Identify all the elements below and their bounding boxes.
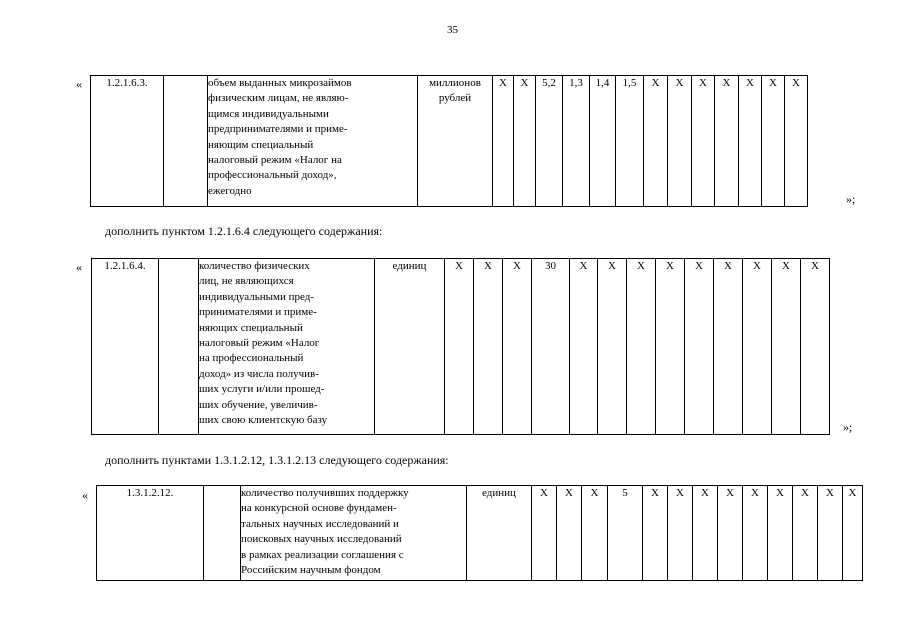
value-cell: Х [503,259,532,435]
text-line: физическим лицам, не являю- [208,92,349,105]
text-line: количество получивших поддержку [241,487,409,499]
text-line: профессиональный доход», [208,169,337,182]
value-cell: 1,5 [616,76,644,207]
text-line: лиц, не являющихся [199,275,294,288]
value-cell: Х [768,486,793,581]
value-cell: Х [685,259,714,435]
value-cell: Х [668,486,693,581]
value-cell: Х [557,486,582,581]
open-quote: « [82,488,88,502]
value-cell: Х [643,486,668,581]
text-line: ших обучение, увеличив- [199,398,318,411]
text-line: доход» из числа получив- [199,367,319,380]
unit-cell: единиц [375,259,445,435]
table-row-1-3-1-2-12 [96,485,863,581]
value-cell: Х [532,486,557,581]
value-cell: Х [656,259,685,435]
text-line: в рамках реализации соглашения с [241,548,404,561]
value-cell: Х [793,486,818,581]
indicator-text [208,76,418,207]
value-cell: Х [598,259,627,435]
value-cell: Х [762,76,785,207]
value-cell: Х [818,486,843,581]
text-line: ших услуги и/или прошед- [199,383,325,396]
value-cell: Х [474,259,503,435]
value-cell: 30 [532,259,570,435]
row-number: 1.2.1.6.4. [92,259,159,435]
value-cell: 1,3 [563,76,590,207]
value-cell: Х [570,259,598,435]
row-number: 1.3.1.2.12. [97,486,204,581]
text-line: ежегодно [208,184,252,197]
close-quote: »; [846,192,856,206]
text-line: поисковых научных исследований [241,533,402,546]
value-cell: Х [801,259,830,435]
value-cell: 5 [608,486,643,581]
indicator-text [241,486,467,581]
value-cell: Х [714,259,743,435]
empty-cell [204,486,241,581]
text-line: ших свою клиентскую базу [199,414,328,427]
text-line: Российским научным фондом [241,564,381,577]
value-cell: Х [514,76,536,207]
value-cell: Х [493,76,514,207]
table-row-1-2-1-6-4 [91,258,830,435]
unit-cell [418,76,493,207]
text-line: индивидуальными пред- [199,290,315,303]
value-cell: Х [785,76,808,207]
paragraph-text: дополнить пунктом 1.2.1.6.4 следующего содержания: [105,224,383,238]
value-cell: Х [843,486,863,581]
value-cell: Х [739,76,762,207]
value-cell: Х [627,259,656,435]
value-cell: 5,2 [536,76,563,207]
text-line: налоговый режим «Налог на [208,154,342,167]
row-number: 1.2.1.6.3. [91,76,164,207]
unit-line: рублей [438,92,472,105]
unit-cell: единиц [467,486,532,581]
value-cell: Х [743,259,772,435]
text-line: принимателями и приме- [199,306,317,319]
page-number: 35 [447,24,458,36]
value-cell: Х [644,76,668,207]
value-cell: 1,4 [590,76,616,207]
close-quote: »; [843,420,853,434]
value-cell: Х [715,76,739,207]
empty-cell [159,259,199,435]
text-line: на конкурсной основе фундамен- [241,502,397,515]
open-quote: « [76,77,82,91]
text-line: няющих специальный [199,321,303,334]
text-line: на профессиональный [199,352,304,365]
text-line: налоговый режим «Налог [199,337,320,350]
table-row-1-2-1-6-3 [90,75,808,207]
text-line: щимся индивидуальными [208,107,329,120]
text-line: няющим специальный [208,138,314,151]
open-quote: « [76,260,82,274]
value-cell: Х [743,486,768,581]
text-line: количество физических [199,260,310,272]
value-cell: Х [445,259,474,435]
unit-line: миллионов [429,77,481,89]
indicator-text [199,259,375,435]
value-cell: Х [582,486,608,581]
value-cell: Х [692,76,715,207]
paragraph-text: дополнить пунктами 1.3.1.2.12, 1.3.1.2.13 следующего содержания: [105,453,449,467]
text-line: объем выданных микрозаймов [208,77,352,89]
empty-cell [164,76,208,207]
value-cell: Х [668,76,692,207]
value-cell: Х [718,486,743,581]
text-line: тальных научных исследований и [241,517,399,530]
value-cell: Х [772,259,801,435]
text-line: предпринимателями и приме- [208,123,348,136]
value-cell: Х [693,486,718,581]
